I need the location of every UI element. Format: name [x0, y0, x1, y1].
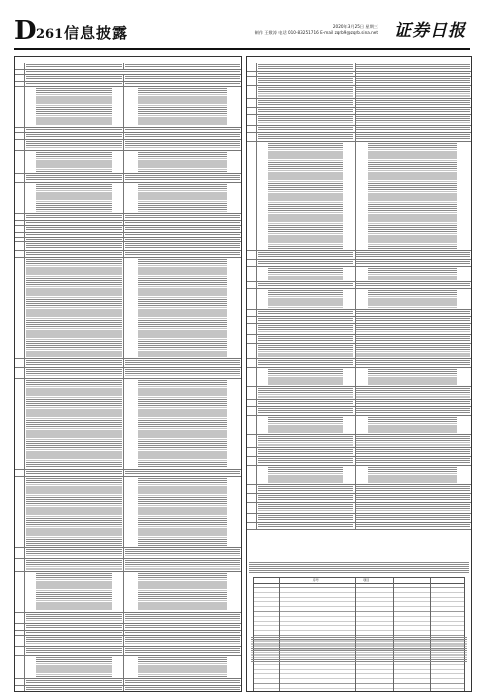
- original-text-cell: [24, 636, 124, 646]
- original-text-cell: [24, 70, 242, 74]
- revised-text-cell: [123, 379, 241, 469]
- table-row: [247, 108, 471, 115]
- revised-text-cell: [355, 115, 471, 125]
- summary-header-col-2: 项目: [363, 578, 370, 582]
- original-text-cell: [256, 310, 356, 316]
- issue-date: 2020年3月25日 星期三: [332, 24, 378, 29]
- table-row: [15, 214, 241, 221]
- revised-text-cell: [123, 242, 241, 250]
- revised-text-cell: [123, 174, 241, 182]
- original-text-cell: [256, 126, 356, 132]
- revised-text-cell: [123, 75, 241, 81]
- original-text-cell: [256, 514, 356, 522]
- original-text-cell: [24, 63, 124, 69]
- table-row: [247, 359, 471, 368]
- table-row: [247, 448, 471, 457]
- summary-col-divider: [279, 578, 280, 692]
- table-row: [247, 400, 471, 407]
- table-row: [247, 317, 471, 324]
- original-text-cell: [256, 494, 356, 502]
- revised-text-cell: [355, 63, 471, 71]
- original-text-cell: [24, 572, 124, 612]
- table-row: [247, 142, 471, 251]
- original-text-cell: [24, 359, 124, 367]
- footnote-text: [251, 637, 467, 663]
- newspaper-logo: 证券日报: [394, 21, 466, 41]
- original-text-cell: [24, 87, 124, 127]
- original-text-cell: [256, 457, 356, 465]
- revised-text-cell: [123, 470, 241, 476]
- table-row: [15, 379, 241, 470]
- original-text-cell: [24, 140, 124, 150]
- original-text-cell: [256, 142, 356, 250]
- table-row: [15, 686, 241, 692]
- revised-text-cell: [123, 183, 241, 213]
- original-text-cell: [24, 221, 124, 225]
- table-row: [247, 289, 471, 310]
- revised-text-cell: [355, 523, 471, 529]
- revised-text-cell: [355, 142, 471, 250]
- table-row: [15, 242, 241, 251]
- left-column-table: [14, 56, 242, 692]
- revised-text-cell: [123, 477, 241, 547]
- table-row: [247, 416, 471, 435]
- revised-text-cell: [123, 214, 241, 220]
- table-row: [15, 656, 241, 679]
- original-text-cell: [256, 344, 356, 358]
- original-text-cell: [24, 133, 124, 139]
- table-row: [15, 87, 241, 128]
- table-row: [15, 140, 241, 151]
- revised-text-cell: [123, 226, 241, 232]
- original-text-cell: [24, 151, 124, 173]
- original-text-cell: [256, 368, 356, 386]
- table-row: [247, 503, 471, 514]
- table-row: [247, 387, 471, 400]
- revised-text-cell: [355, 344, 471, 358]
- original-text-cell: [24, 613, 124, 623]
- original-text-cell: [24, 174, 124, 182]
- revised-text-cell: [355, 86, 471, 98]
- original-text-cell: [256, 416, 356, 434]
- revised-text-cell: [355, 72, 471, 76]
- original-text-cell: [24, 686, 124, 692]
- revised-text-cell: [355, 494, 471, 502]
- masthead: [14, 18, 470, 46]
- revised-text-cell: [123, 128, 241, 132]
- original-text-cell: [24, 128, 124, 132]
- revised-text-cell: [355, 77, 471, 85]
- table-row: [15, 477, 241, 548]
- table-row: [15, 624, 241, 631]
- original-text-cell: [256, 289, 356, 309]
- original-text-cell: [24, 548, 124, 558]
- right-column-table: [246, 56, 472, 692]
- table-row: [15, 636, 241, 647]
- revised-text-cell: [123, 140, 241, 150]
- original-text-cell: [24, 679, 124, 685]
- original-text-cell: [256, 133, 356, 141]
- table-row: [15, 183, 241, 214]
- original-text-cell: [256, 260, 356, 266]
- revised-text-cell: [355, 310, 471, 316]
- table-row: [247, 523, 471, 530]
- section-title: 信息披露: [64, 24, 129, 42]
- left-table-rows: [15, 63, 241, 692]
- revised-text-cell: [123, 636, 241, 646]
- revised-text-cell: [123, 151, 241, 173]
- table-row: [15, 133, 241, 140]
- revised-text-cell: [355, 368, 471, 386]
- revised-text-cell: [123, 624, 241, 630]
- revised-text-cell: [123, 133, 241, 139]
- table-row: [15, 470, 241, 477]
- original-text-cell: [256, 407, 356, 415]
- original-text-cell: [256, 72, 356, 76]
- original-text-cell: [24, 559, 124, 571]
- original-text-cell: [256, 108, 356, 114]
- revised-text-cell: [355, 514, 471, 522]
- revised-text-cell: [355, 133, 471, 141]
- table-row: [15, 258, 241, 359]
- original-text-cell: [256, 324, 356, 334]
- original-text-cell: [256, 267, 356, 281]
- table-row: [15, 647, 241, 656]
- revised-text-cell: [123, 656, 241, 678]
- revised-text-cell: [123, 679, 241, 685]
- revised-text-cell: [123, 613, 241, 623]
- original-text-cell: [24, 251, 124, 257]
- table-row: [247, 407, 471, 416]
- table-row: [15, 548, 241, 559]
- editor-contact: 制作 王敬涛 电话 010-83251716 E-mail zqrb9@zqrb.sina.net: [254, 30, 378, 35]
- original-text-cell: [256, 448, 356, 456]
- table-row: [247, 335, 471, 344]
- issue-info: [255, 24, 378, 36]
- original-text-cell: [24, 82, 124, 86]
- table-row: [15, 679, 241, 686]
- revised-text-cell: [355, 359, 471, 367]
- revised-text-cell: [123, 82, 241, 86]
- revised-text-cell: [355, 126, 471, 132]
- table-row: [15, 559, 241, 572]
- original-text-cell: [24, 214, 124, 220]
- table-row: [247, 494, 471, 503]
- revised-text-cell: [123, 251, 241, 257]
- revised-text-cell: [355, 289, 471, 309]
- revised-text-cell: [123, 548, 241, 558]
- original-text-cell: [24, 647, 124, 655]
- original-text-cell: [24, 75, 124, 81]
- revised-text-cell: [355, 466, 471, 484]
- table-row: [247, 485, 471, 494]
- table-row: [247, 514, 471, 523]
- revised-text-cell: [123, 647, 241, 655]
- revised-text-cell: [355, 108, 471, 114]
- revised-text-cell: [355, 267, 471, 281]
- revised-text-cell: [355, 485, 471, 493]
- original-text-cell: [24, 226, 124, 232]
- table-row: [247, 99, 471, 108]
- revised-text-cell: [355, 400, 471, 406]
- table-row: [247, 86, 471, 99]
- original-text-cell: [256, 115, 356, 125]
- page-number: 261: [36, 27, 64, 42]
- revised-text-cell: [355, 407, 471, 415]
- revised-text-cell: [355, 416, 471, 434]
- revised-text-cell: [355, 317, 471, 323]
- revised-text-cell: [355, 457, 471, 465]
- original-text-cell: [24, 656, 124, 678]
- revised-text-cell: [355, 387, 471, 399]
- table-row: [15, 359, 241, 368]
- summary-col-divider: [393, 578, 394, 692]
- original-text-cell: [256, 400, 356, 406]
- table-row: [247, 310, 471, 317]
- revised-text-cell: [123, 238, 241, 241]
- revised-text-cell: [123, 686, 241, 692]
- revised-text-cell: [355, 448, 471, 456]
- table-row: [15, 151, 241, 174]
- revised-text-cell: [355, 435, 471, 447]
- table-row: [247, 77, 471, 86]
- revised-text-cell: [123, 359, 241, 367]
- revised-text-cell: [355, 335, 471, 343]
- original-text-cell: [256, 99, 356, 107]
- table-row: [15, 63, 241, 70]
- original-text-cell: [24, 242, 124, 250]
- original-text-cell: [24, 624, 124, 630]
- page-letter: D: [14, 16, 37, 46]
- revised-text-cell: [123, 87, 241, 127]
- right-table-rows: [247, 63, 471, 530]
- revised-text-cell: [123, 221, 241, 225]
- original-text-cell: [256, 387, 356, 399]
- table-row: [247, 260, 471, 267]
- table-row: [15, 368, 241, 379]
- summary-intro-text: [249, 562, 469, 574]
- revised-text-cell: [123, 572, 241, 612]
- table-row: [247, 457, 471, 466]
- revised-text-cell: [355, 282, 471, 288]
- original-text-cell: [256, 63, 356, 71]
- original-text-cell: [256, 77, 356, 85]
- original-text-cell: [256, 485, 356, 493]
- revised-text-cell: [123, 63, 241, 69]
- original-text-cell: [256, 251, 356, 259]
- original-text-cell: [256, 282, 356, 288]
- original-text-cell: [256, 359, 356, 367]
- table-row: [15, 613, 241, 624]
- original-text-cell: [24, 183, 124, 213]
- original-text-cell: [256, 86, 356, 98]
- table-row: [247, 267, 471, 282]
- summary-header-col-1: 序号: [312, 578, 319, 582]
- table-row: [247, 251, 471, 260]
- original-text-cell: [256, 466, 356, 484]
- revised-text-cell: [355, 324, 471, 334]
- original-text-cell: [24, 368, 124, 378]
- revised-text-cell: [355, 99, 471, 107]
- original-text-cell: [24, 238, 124, 241]
- table-row: [15, 75, 241, 82]
- summary-table: [253, 577, 465, 692]
- table-row: [247, 282, 471, 289]
- original-text-cell: [256, 435, 356, 447]
- revised-text-cell: [123, 368, 241, 378]
- revised-text-cell: [123, 559, 241, 571]
- masthead-rule: [14, 48, 470, 50]
- table-row: [247, 435, 471, 448]
- revised-text-cell: [355, 260, 471, 266]
- table-row: [15, 226, 241, 233]
- table-row: [15, 174, 241, 183]
- original-text-cell: [24, 233, 124, 237]
- original-text-cell: [24, 477, 124, 547]
- original-text-cell: [24, 258, 124, 358]
- original-text-cell: [256, 335, 356, 343]
- table-row: [247, 115, 471, 126]
- original-text-cell: [24, 470, 124, 476]
- table-row: [247, 63, 471, 72]
- revised-text-cell: [123, 233, 241, 237]
- original-text-cell: [24, 379, 124, 469]
- original-text-cell: [256, 317, 356, 323]
- revised-text-cell: [355, 251, 471, 259]
- original-text-cell: [256, 523, 356, 529]
- table-row: [247, 344, 471, 359]
- table-row: [247, 466, 471, 485]
- table-row: [247, 368, 471, 387]
- table-row: [247, 133, 471, 142]
- table-row: [15, 572, 241, 613]
- original-text-cell: [256, 503, 356, 513]
- revised-text-cell: [355, 503, 471, 513]
- original-text-cell: [24, 631, 124, 635]
- revised-text-cell: [123, 631, 241, 635]
- table-row: [247, 324, 471, 335]
- table-row: [247, 126, 471, 133]
- revised-text-cell: [123, 258, 241, 358]
- summary-col-divider: [430, 578, 431, 692]
- table-row: [15, 251, 241, 258]
- summary-col-divider: [355, 578, 356, 692]
